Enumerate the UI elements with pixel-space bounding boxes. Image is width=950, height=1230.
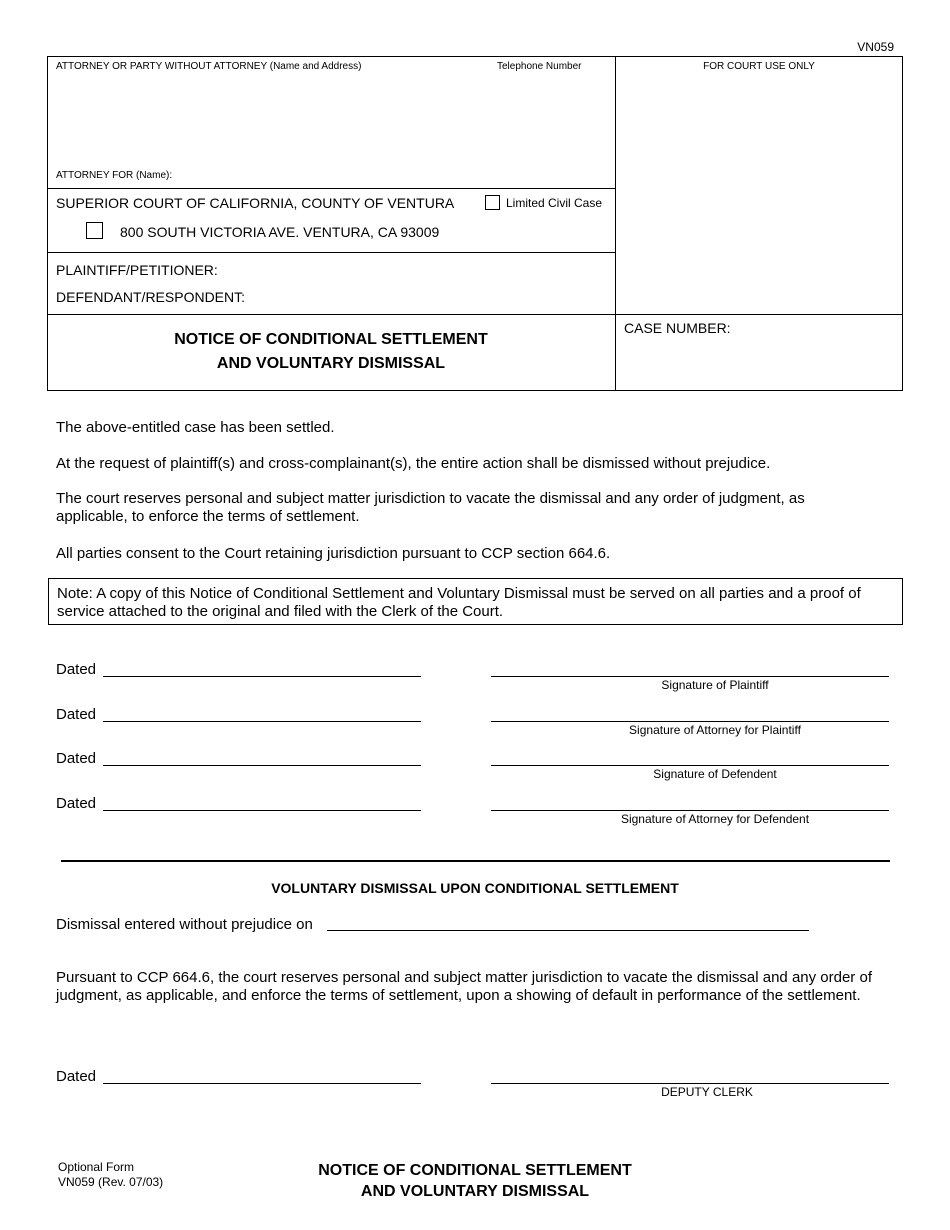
defendant-label: DEFENDANT/RESPONDENT: (56, 289, 246, 305)
case-number-label: CASE NUMBER: (624, 320, 731, 336)
signature-field[interactable] (491, 810, 889, 811)
dated-field[interactable] (103, 765, 421, 766)
clerk-signature-field[interactable] (491, 1083, 889, 1084)
clerk-dated-field[interactable] (103, 1083, 421, 1084)
footer-title-line1: NOTICE OF CONDITIONAL SETTLEMENT (318, 1162, 632, 1179)
footer-title-line2: AND VOLUNTARY DISMISSAL (360, 1183, 590, 1200)
attorney-label: ATTORNEY OR PARTY WITHOUT ATTORNEY (Name and Address) (56, 61, 362, 72)
limited-civil-checkbox[interactable] (485, 195, 500, 210)
court-section-divider (47, 252, 615, 253)
court-address: 800 SOUTH VICTORIA AVE. VENTURA, CA 93009 (120, 224, 440, 240)
plaintiff-label: PLAINTIFF/PETITIONER: (56, 262, 218, 278)
settled-paragraph: The above-entitled case has been settled. (56, 419, 335, 436)
signature-field[interactable] (491, 765, 889, 766)
signature-caption: Signature of Plaintiff (661, 678, 769, 692)
signature-caption: Signature of Attorney for Plaintiff (629, 722, 801, 737)
clerk-dated-label: Dated (56, 1068, 97, 1085)
attorney-section-divider (47, 188, 615, 189)
attorney-name-address-field[interactable] (52, 76, 607, 166)
dated-label: Dated (56, 705, 97, 723)
jurisdiction-paragraph: The court reserves personal and subject matter jurisdiction to vacate the dismissal and any order of judgment, as applicable, to enforce the terms of settlement. (56, 490, 805, 525)
caption-title (47, 328, 615, 376)
signature-field[interactable] (491, 676, 889, 677)
dated-field[interactable] (103, 810, 421, 811)
signature-caption: Signature of Defendent (653, 767, 777, 781)
caption-title-line1: NOTICE OF CONDITIONAL SETTLEMENT (174, 331, 488, 348)
dated-label: Dated (56, 794, 97, 812)
dated-label: Dated (56, 750, 97, 767)
caption-divider (615, 56, 616, 391)
dated-field[interactable] (103, 721, 421, 722)
dismissal-entered-label: Dismissal entered without prejudice on (56, 916, 313, 933)
limited-civil-label: Limited Civil Case (506, 196, 603, 210)
court-address-checkbox[interactable] (86, 222, 103, 239)
signature-field[interactable] (491, 721, 889, 722)
service-note: Note: A copy of this Notice of Conditional Settlement and Voluntary Dismissal must be served on all parties and a proof of service attached to the original and filed with the Clerk of the Court. (57, 585, 861, 620)
case-number-field[interactable] (624, 340, 894, 380)
form-id: VN059 (857, 40, 894, 54)
dismissal-date-field[interactable] (327, 930, 809, 931)
signature-caption: Signature of Attorney for Defendent (620, 811, 810, 826)
court-name: SUPERIOR COURT OF CALIFORNIA, COUNTY OF VENTURA (56, 195, 455, 211)
ccp-paragraph: Pursuant to CCP 664.6, the court reserves personal and subject matter jurisdiction to vacate the dismissal and any order of judgment, as applicable, and enforce the terms of settlement, upon a showing of default in performance of the settlement. (56, 969, 872, 1004)
clerk-caption: DEPUTY CLERK (661, 1085, 753, 1099)
dismissal-request-paragraph: At the request of plaintiff(s) and cross-complainant(s), the entire action shall be dismissed without prejudice. (56, 455, 771, 472)
footer-title (250, 1160, 700, 1202)
court-use-label: FOR COURT USE ONLY (703, 61, 815, 72)
caption-title-line2: AND VOLUNTARY DISMISSAL (216, 355, 446, 372)
optional-form-label: Optional Form (58, 1160, 135, 1174)
dismissal-heading: VOLUNTARY DISMISSAL UPON CONDITIONAL SETTLEMENT (271, 880, 679, 896)
section-separator (61, 860, 890, 862)
consent-paragraph: All parties consent to the Court retaining jurisdiction pursuant to CCP section 664.6. (56, 545, 611, 562)
dated-label: Dated (56, 661, 97, 678)
title-section-divider (47, 314, 903, 315)
telephone-label: Telephone Number (497, 61, 582, 72)
form-revision: VN059 (Rev. 07/03) (58, 1175, 164, 1189)
dated-field[interactable] (103, 676, 421, 677)
attorney-for-label: ATTORNEY FOR (Name): (56, 170, 173, 181)
